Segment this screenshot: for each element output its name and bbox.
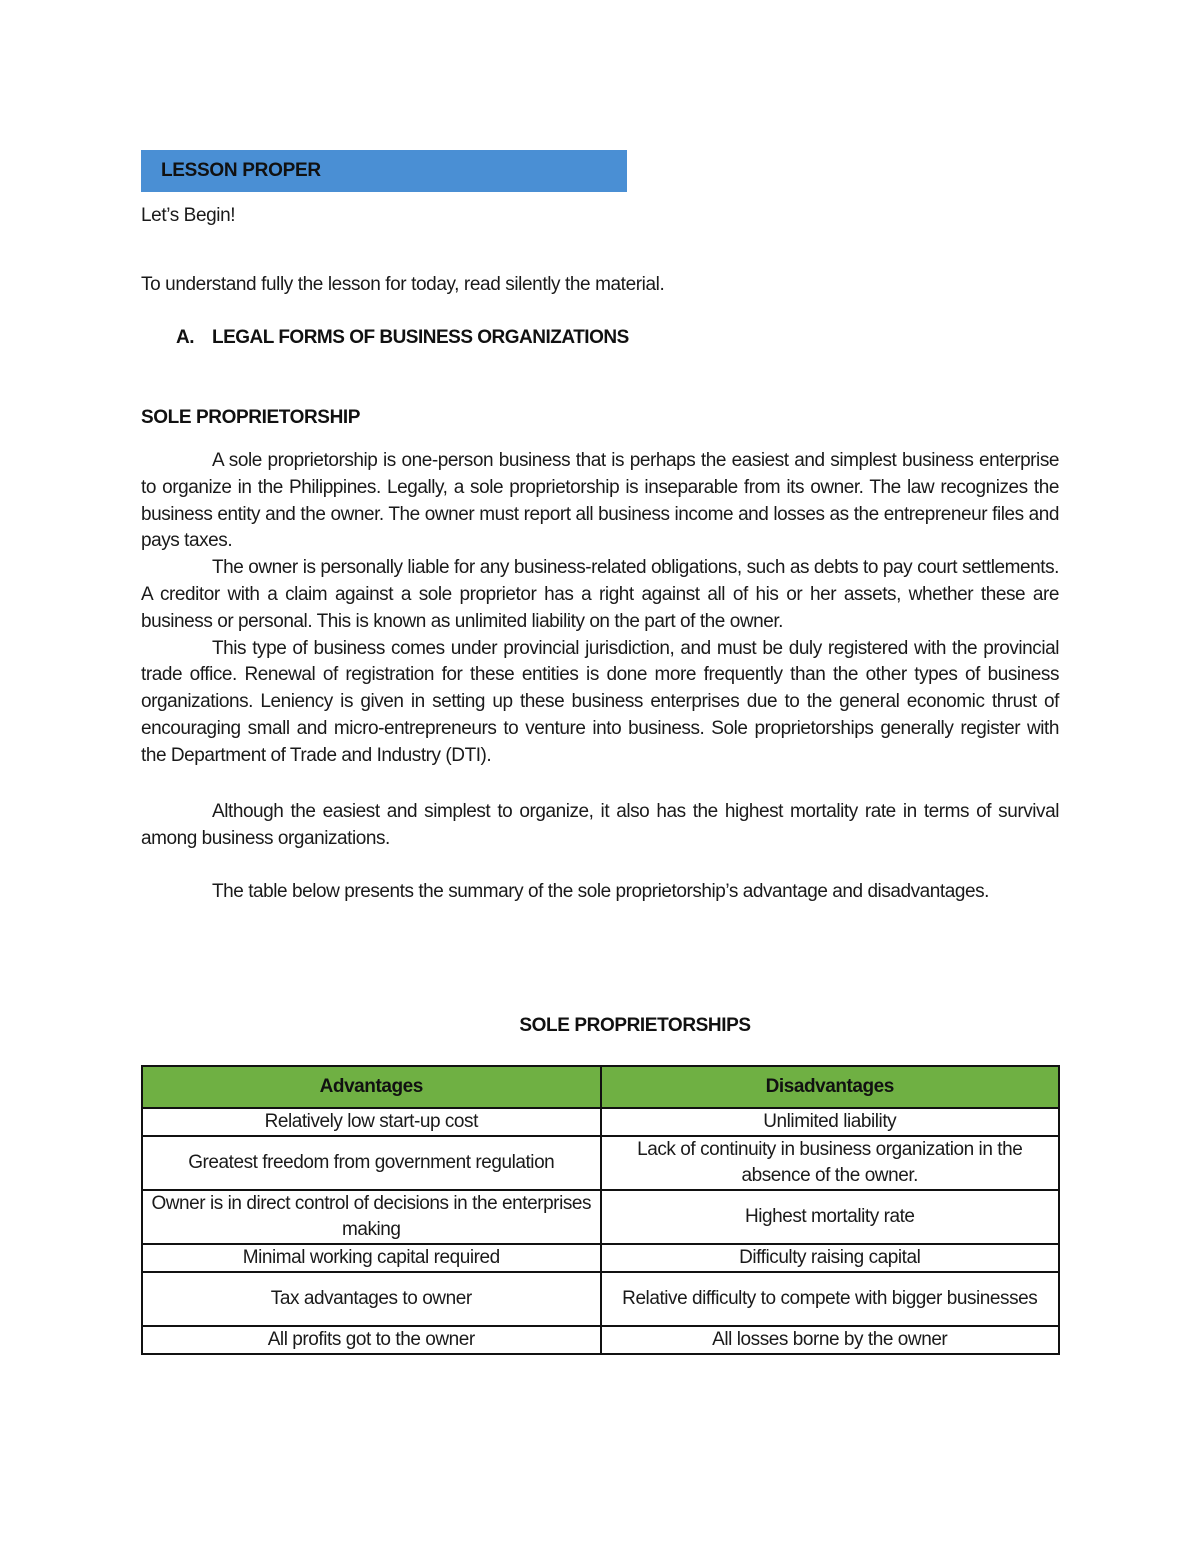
paragraph: This type of business comes under provincial jurisdiction, and must be duly registered with the provincial trade office. Renewal of registration for these entities is done more frequently than the other types of business organizations. Leniency is given in setting up these business enterprises due to the general economic thrust of encouraging small and micro-entrepreneurs to venture into business. Sole proprietorships generally register with the Department of Trade and Industry (DTI). xyxy=(141,637,1059,766)
disadvantage-cell: Lack of continuity in business organization in the absence of the owner. xyxy=(601,1136,1060,1190)
body-paragraphs xyxy=(141,448,1059,770)
section-title: LEGAL FORMS OF BUSINESS ORGANIZATIONS xyxy=(212,327,629,348)
paragraph: Although the easiest and simplest to organize, it also has the highest mortality rate in terms of survival among business organizations. xyxy=(141,801,1059,849)
table-title: SOLE PROPRIETORSHIPS xyxy=(519,1015,751,1036)
table-row xyxy=(142,1108,1059,1136)
advantage-cell: All profits got to the owner xyxy=(142,1326,601,1354)
paragraph: A sole proprietorship is one-person business that is perhaps the easiest and simplest business enterprise to organize in the Philippines. Legally, a sole proprietorship is inseparable from its owner. The law recognizes the business entity and the owner. The owner must report all business income and losses as the entrepreneur files and pays taxes. xyxy=(141,450,1059,552)
table-header-row xyxy=(142,1066,1059,1108)
table-row xyxy=(142,1326,1059,1354)
advantage-cell: Relatively low start-up cost xyxy=(142,1108,601,1136)
advantages-disadvantages-table xyxy=(141,1065,1060,1355)
disadvantage-cell: Difficulty raising capital xyxy=(601,1244,1060,1272)
disadvantage-cell: Unlimited liability xyxy=(601,1108,1060,1136)
disadvantage-cell: All losses borne by the owner xyxy=(601,1326,1060,1354)
advantage-cell: Minimal working capital required xyxy=(142,1244,601,1272)
banner-label: LESSON PROPER xyxy=(161,160,321,181)
paragraph: The table below presents the summary of the sole proprietorship’s advantage and disadvantages. xyxy=(212,881,989,902)
table-row xyxy=(142,1244,1059,1272)
section-heading xyxy=(176,327,629,349)
table-row xyxy=(142,1272,1059,1326)
table-row xyxy=(142,1136,1059,1190)
table-row xyxy=(142,1190,1059,1244)
mortality-paragraph-block xyxy=(141,799,1059,853)
advantage-cell: Tax advantages to owner xyxy=(142,1272,601,1326)
lets-begin-text: Let’s Begin! xyxy=(141,205,236,226)
lesson-proper-banner xyxy=(141,150,627,192)
advantage-cell: Greatest freedom from government regulation xyxy=(142,1136,601,1190)
header-advantages: Advantages xyxy=(142,1066,601,1108)
sole-proprietorship-heading: SOLE PROPRIETORSHIP xyxy=(141,407,361,428)
section-letter: A. xyxy=(176,327,194,348)
table-intro-paragraph-block xyxy=(141,879,1059,906)
disadvantage-cell: Relative difficulty to compete with bigger businesses xyxy=(601,1272,1060,1326)
intro-text: To understand fully the lesson for today, read silently the material. xyxy=(141,274,665,295)
disadvantage-cell: Highest mortality rate xyxy=(601,1190,1060,1244)
advantage-cell: Owner is in direct control of decisions in the enterprises making xyxy=(142,1190,601,1244)
header-disadvantages: Disadvantages xyxy=(601,1066,1060,1108)
paragraph: The owner is personally liable for any business-related obligations, such as debts to pay court settlements. A creditor with a claim against a sole proprietor has a right against all of his or her assets, whether these are business or personal. This is known as unlimited liability on the part of the owner. xyxy=(141,557,1059,632)
